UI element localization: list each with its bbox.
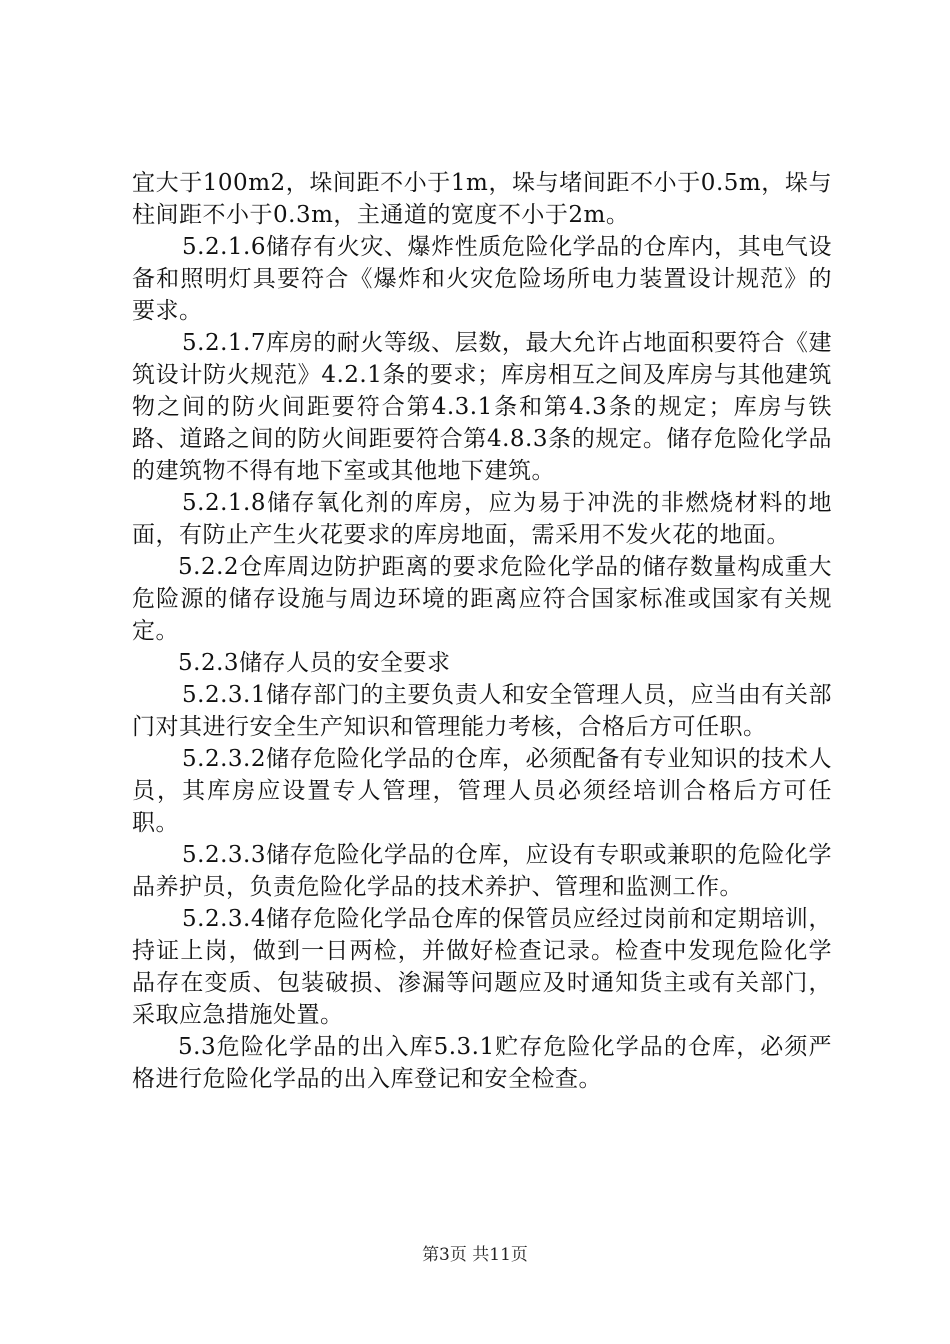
paragraph-5-2-3-1: 5.2.3.1储存部门的主要负责人和安全管理人员，应当由有关部门对其进行安全生产知识和管理能力考核，合格后方可任职。 [132, 682, 832, 740]
page-footer: 第3页 共11页 [422, 1245, 528, 1265]
paragraph-5-2-3-2: 5.2.3.2储存危险化学品的仓库，必须配备有专业知识的技术人员，其库房应设置专人管理，管理人员必须经培训合格后方可任职。 [132, 746, 832, 836]
paragraph-5-2-2: 5.2.2仓库周边防护距离的要求危险化学品的储存数量构成重大危险源的储存设施与周边环境的距离应符合国家标准或国家有关规定。 [132, 554, 832, 644]
heading-5-2-3: 5.2.3储存人员的安全要求 [178, 650, 451, 676]
document-body [132, 167, 832, 1095]
paragraph-continuation: 宜大于100m2，垛间距不小于1m，垛与堵间距不小于0.5m，垛与柱间距不小于0.3m，主通道的宽度不小于2m。 [132, 170, 832, 228]
paragraph-5-3: 5.3危险化学品的出入库5.3.1贮存危险化学品的仓库，必须严格进行危险化学品的出入库登记和安全检查。 [132, 1034, 832, 1092]
paragraph-5-2-1-6: 5.2.1.6储存有火灾、爆炸性质危险化学品的仓库内，其电气设备和照明灯具要符合《爆炸和火灾危险场所电力装置设计规范》的要求。 [132, 234, 832, 324]
paragraph-5-2-1-7: 5.2.1.7库房的耐火等级、层数，最大允许占地面积要符合《建筑设计防火规范》4.2.1条的要求；库房相互之间及库房与其他建筑物之间的防火间距要符合第4.3.1条和第4.3条的规定；库房与铁路、道路之间的防火间距要符合第4.8.3条的规定。储存危险化学品的建筑物不得有地下室或其他地下建筑。 [132, 330, 832, 484]
paragraph-5-2-1-8: 5.2.1.8储存氧化剂的库房，应为易于冲洗的非燃烧材料的地面，有防止产生火花要求的库房地面，需采用不发火花的地面。 [132, 490, 832, 548]
paragraph-5-2-3-3: 5.2.3.3储存危险化学品的仓库，应设有专职或兼职的危险化学品养护员，负责危险化学品的技术养护、管理和监测工作。 [132, 842, 832, 900]
paragraph-5-2-3-4: 5.2.3.4储存危险化学品仓库的保管员应经过岗前和定期培训，持证上岗，做到一日两检，并做好检查记录。检查中发现危险化学品存在变质、包装破损、渗漏等问题应及时通知货主或有关部门，采取应急措施处置。 [132, 906, 832, 1028]
